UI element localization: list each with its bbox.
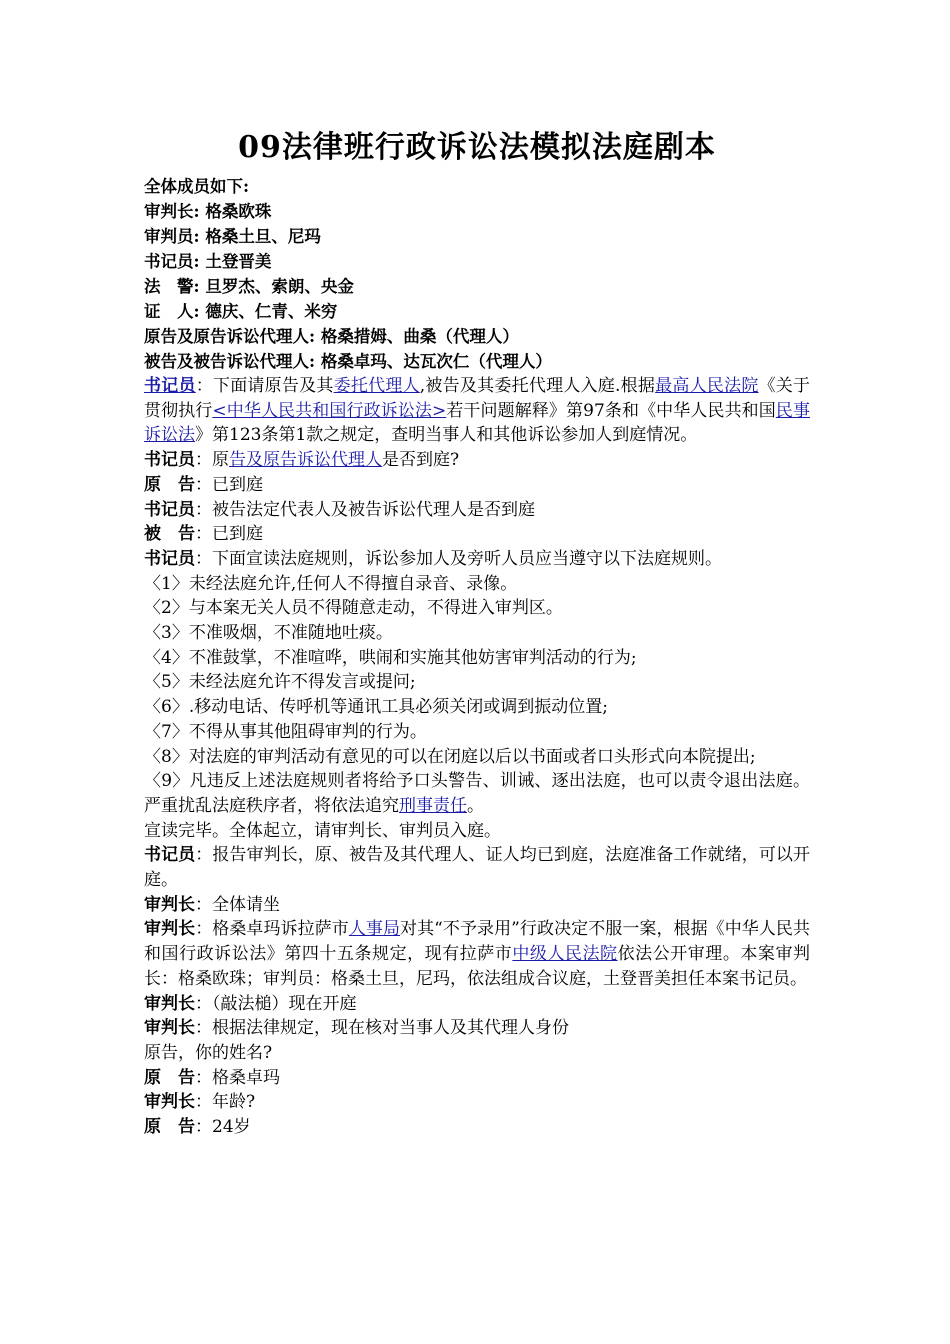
paragraph: 被 告：已到庭 bbox=[144, 524, 263, 545]
link-agent[interactable]: 委托代理人 bbox=[333, 376, 420, 396]
paragraph-clerk-intro: 书记员：下面请原告及其委托代理人,被告及其委托代理人入庭.根据最高人民法院《关于贯彻执行<中华人民共和国行政诉讼法>若干问题解释》第97条和《中华人民共和国民事诉讼法》第123条第1款之规定，查明当事人和其他诉讼参加人到庭情况。 bbox=[144, 376, 811, 446]
court-rule: 〈8〉对法庭的审判活动有意见的可以在闭庭以后以书面或者口头形式向本院提出; bbox=[144, 746, 756, 767]
court-rule: 〈2〉与本案无关人员不得随意走动，不得进入审判区。 bbox=[144, 598, 563, 619]
speaker-label: 审判长 bbox=[144, 919, 196, 940]
cast-line: 书记员: 土登晋美 bbox=[144, 252, 272, 271]
speaker-label: 审判长 bbox=[144, 1092, 195, 1113]
cast-line: 被告及被告诉讼代理人: 格桑卓玛、达瓦次仁（代理人） bbox=[144, 352, 552, 371]
link-intermediate-court[interactable]: 中级人民法院 bbox=[512, 944, 618, 965]
speaker-label: 原 告 bbox=[144, 1067, 195, 1088]
speaker-clerk-link[interactable]: 书记员 bbox=[144, 376, 196, 396]
paragraph: 书记员：报告审判长，原、被告及其代理人、证人均已到庭，法庭准备工作就绪，可以开庭。 bbox=[144, 845, 811, 891]
court-rule: 〈9〉凡违反上述法庭规则者将给予口头警告、训诫、逐出法庭，也可以责令退出法庭。严重扰乱法庭秩序者，将依法追究刑事责任。 bbox=[144, 771, 810, 816]
paragraph: 审判长：根据法律规定，现在核对当事人及其代理人身份 bbox=[144, 1018, 569, 1039]
speaker-label: 原 告 bbox=[144, 474, 195, 495]
cast-line: 审判长: 格桑欧珠 bbox=[144, 202, 272, 221]
speaker-label: 书记员 bbox=[144, 499, 195, 520]
link-civil-procedure-law[interactable]: 民事诉讼法 bbox=[144, 400, 810, 446]
court-rule: 〈5〉未经法庭允许不得发言或提问; bbox=[144, 672, 416, 693]
cast-line: 法 警: 旦罗杰、索朗、央金 bbox=[144, 277, 354, 296]
link-supreme-court[interactable]: 最高人民法院 bbox=[655, 376, 759, 396]
speaker-label: 审判长 bbox=[144, 894, 195, 915]
link-plaintiff-agent[interactable]: 告及原告诉讼代理人 bbox=[229, 450, 382, 471]
document-page bbox=[144, 128, 810, 1140]
paragraph: 原告，你的姓名? bbox=[144, 1042, 273, 1063]
court-rule: 〈1〉未经法庭允许,任何人不得擅自录音、录像。 bbox=[144, 573, 518, 594]
paragraph: 原 告：已到庭 bbox=[144, 474, 263, 495]
speaker-label: 书记员 bbox=[144, 450, 195, 471]
speaker-label: 书记员 bbox=[144, 548, 195, 569]
cast-line: 证 人: 德庆、仁青、米穷 bbox=[144, 302, 338, 321]
link-criminal-liability[interactable]: 刑事责任 bbox=[399, 795, 467, 816]
paragraph: 审判长：全体请坐 bbox=[144, 894, 280, 915]
speaker-label: 审判长 bbox=[144, 993, 195, 1014]
paragraph: 书记员：原告及原告诉讼代理人是否到庭? bbox=[144, 450, 460, 471]
cast-line: 原告及原告诉讼代理人: 格桑措姆、曲桑（代理人） bbox=[144, 327, 519, 346]
cast-line: 审判员: 格桑土旦、尼玛 bbox=[144, 227, 321, 246]
paragraph: 书记员：下面宣读法庭规则，诉讼参加人及旁听人员应当遵守以下法庭规则。 bbox=[144, 548, 722, 569]
court-rule: 〈4〉不准鼓掌，不准喧哗，哄闹和实施其他妨害审判活动的行为; bbox=[144, 647, 637, 668]
link-personnel-bureau[interactable]: 人事局 bbox=[348, 919, 401, 940]
speaker-label: 原 告 bbox=[144, 1117, 195, 1138]
speaker-label: 审判长 bbox=[144, 1018, 195, 1039]
court-rule: 〈6〉.移动电话、传呼机等通讯工具必须关闭或调到振动位置; bbox=[144, 697, 608, 718]
cast-header: 全体成员如下: bbox=[144, 177, 250, 196]
paragraph: 审判长：格桑卓玛诉拉萨市人事局对其“不予录用”行政决定不服一案，根据《中华人民共和国行政诉讼法》第四十五条规定，现有拉萨市中级人民法院依法公开审理。本案审判长：格桑欧珠；审判员：格桑土旦，尼玛，依法组成合议庭，土登晋美担任本案书记员。 bbox=[144, 919, 811, 989]
document-title: 09法律班行政诉讼法模拟法庭剧本 bbox=[238, 130, 716, 165]
speaker-label: 书记员 bbox=[144, 845, 196, 866]
paragraph: 原 告：格桑卓玛 bbox=[144, 1067, 280, 1088]
link-admin-litigation-law[interactable]: <中华人民共和国行政诉讼法> bbox=[212, 400, 447, 421]
court-rule: 〈7〉不得从事其他阻碍审判的行为。 bbox=[144, 721, 427, 742]
speaker-label: 被 告 bbox=[144, 524, 195, 545]
paragraph: 原 告：24岁 bbox=[144, 1117, 251, 1138]
court-rule: 〈3〉不准吸烟，不准随地吐痰。 bbox=[144, 623, 393, 644]
paragraph: 宣读完毕。全体起立，请审判长、审判员入庭。 bbox=[144, 820, 501, 841]
paragraph: 审判长：年龄? bbox=[144, 1092, 256, 1113]
paragraph: 书记员：被告法定代表人及被告诉讼代理人是否到庭 bbox=[144, 499, 535, 520]
paragraph: 审判长：（敲法槌）现在开庭 bbox=[144, 993, 357, 1014]
